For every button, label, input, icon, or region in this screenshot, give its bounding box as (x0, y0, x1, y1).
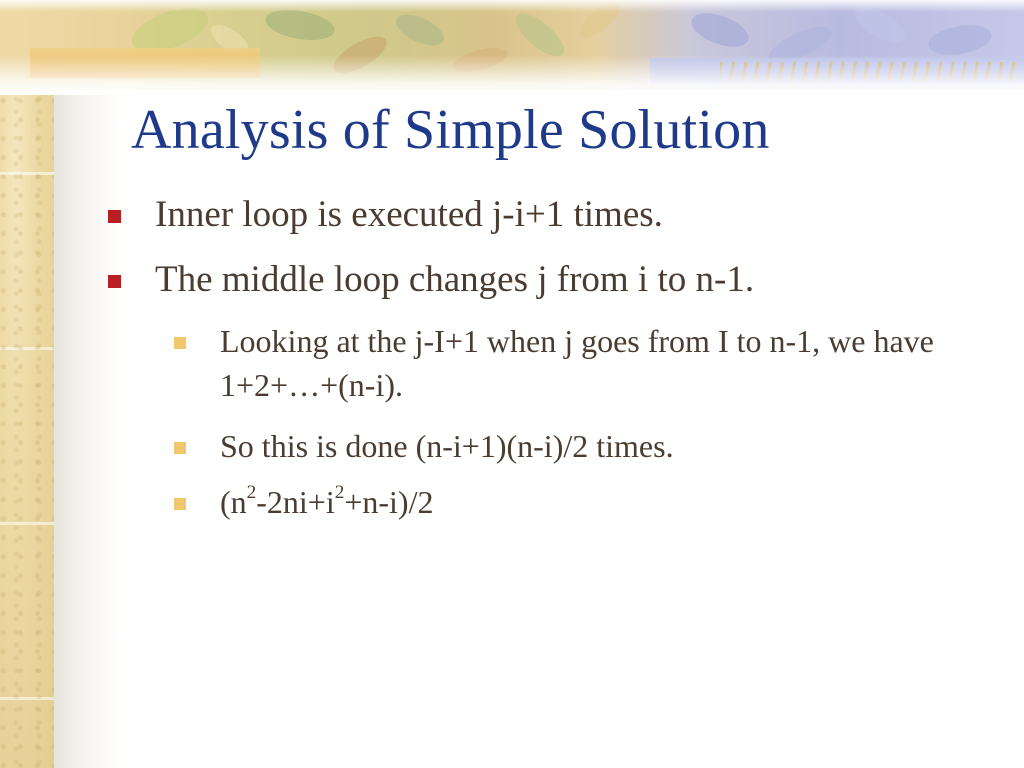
formula-exponent: 2 (246, 482, 257, 504)
sub-bullet-item: So this is done (n-i+1)(n-i)/2 times. (220, 428, 674, 464)
bullet-square-icon (108, 275, 121, 288)
formula-part: (n (220, 484, 247, 520)
sub-bullet-square-icon (174, 337, 186, 349)
slide-title: Analysis of Simple Solution (131, 99, 770, 161)
bullet-item: The middle loop changes j from i to n-1. (155, 259, 755, 300)
sub-bullet-square-icon (174, 498, 186, 510)
formula-part: +n-i)/2 (344, 484, 434, 520)
bullet-square-icon (108, 210, 121, 223)
formula-exponent: 2 (334, 482, 345, 504)
sub-bullet-square-icon (174, 442, 186, 454)
formula-bullet-item (220, 480, 990, 524)
formula-part: -2ni+i (256, 484, 335, 520)
bullet-item: Inner loop is executed j-i+1 times. (155, 194, 663, 235)
sub-bullet-item: Looking at the j-I+1 when j goes from I to n-1, we have 1+2+…+(n-i). (220, 323, 934, 403)
